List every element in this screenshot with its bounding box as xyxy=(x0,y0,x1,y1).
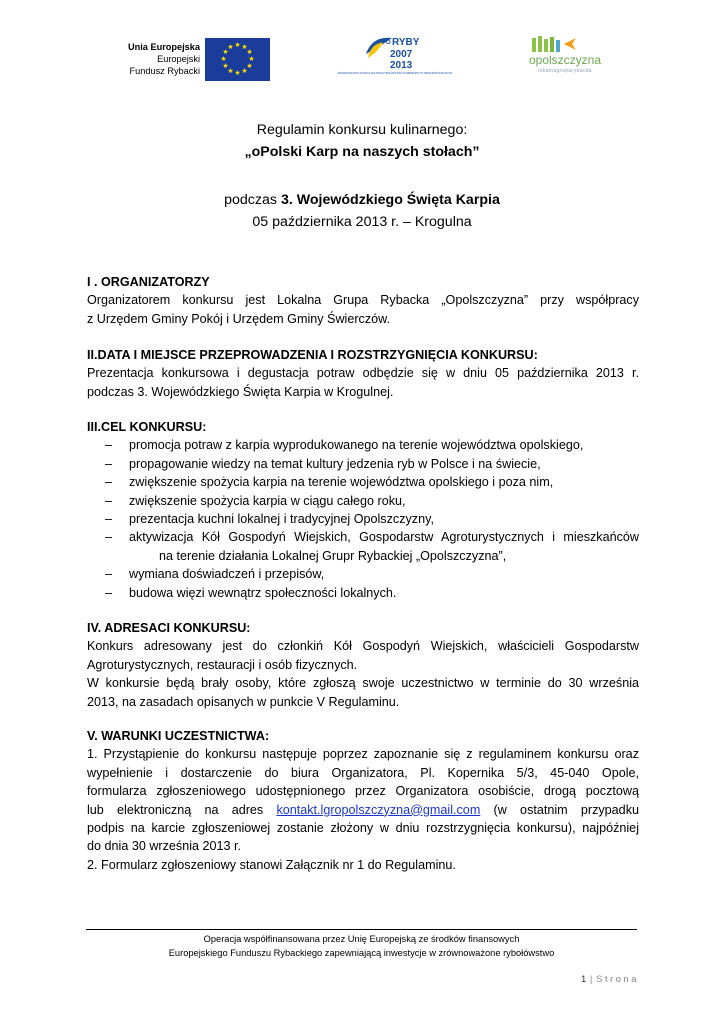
list-dash: – xyxy=(105,493,113,508)
title-line3-prefix: podczas xyxy=(224,192,281,208)
svg-text:★: ★ xyxy=(222,62,229,70)
list-item xyxy=(87,436,639,454)
opolszczyzna-name: opolszczyzna xyxy=(528,53,602,67)
page-number-label: Strona xyxy=(596,974,639,985)
footer-line2: Europejskiego Funduszu Rybackiego zapewniającą inwestycje w zrównoważone rybołówstwo xyxy=(168,947,555,958)
po-ryby-year-end: 2013 xyxy=(390,60,413,71)
section-conditions-line7: 2. Formularz zgłoszeniowy stanowi Załącznik nr 1 do Regulaminu. xyxy=(87,857,456,872)
goals-list xyxy=(87,436,639,602)
opolszczyzna-fish-icon xyxy=(532,36,576,52)
svg-text:★: ★ xyxy=(220,55,227,63)
section-organizers-line2: z Urzędem Gminy Pokój i Urzędem Gminy Świerczów. xyxy=(87,311,391,326)
po-ryby-brand: RYBY xyxy=(392,37,420,48)
svg-text:★: ★ xyxy=(241,67,248,75)
title-line3-bold: 3. Wojewódzkiego Święta Karpia xyxy=(280,192,500,208)
section-conditions-line4 xyxy=(87,801,639,819)
list-item xyxy=(87,510,639,528)
section-goals-heading: III.CEL KONKURSU: xyxy=(87,420,207,434)
footer-divider xyxy=(86,929,637,930)
po-ryby-prefix: PO xyxy=(382,40,391,46)
footer-line1: Operacja współfinansowana przez Unię Europejską ze środków finansowych xyxy=(203,934,520,944)
eu-flag-icon xyxy=(205,38,270,81)
section-conditions xyxy=(87,727,639,874)
section-addressees-line2: Agroturystycznych, restauracji i osób fizycznych. xyxy=(87,657,358,672)
section-organizers xyxy=(87,273,639,328)
list-dash: – xyxy=(105,585,113,600)
svg-text:★: ★ xyxy=(234,69,241,77)
list-dash: – xyxy=(105,512,113,527)
eu-logo-line3: Fundusz Rybacki xyxy=(129,66,200,76)
title-line4: 05 października 2013 r. – Krogulna xyxy=(252,214,472,230)
section-conditions-line3: formularza zgłoszeniowego udostępnionego przez Organizatora osobiście, drogą pocztową xyxy=(87,784,639,799)
section-conditions-line1: 1. Przystąpienie do konkursu następuje poprzez zapoznanie się z regulaminem konkursu oraz xyxy=(87,747,639,762)
page-number-value: 1 xyxy=(580,974,587,985)
list-item-text: zwiększenie spożycia karpia na terenie województwa opolskiego i poza nim, xyxy=(129,475,554,490)
title-line1: Regulamin konkursu kulinarnego: xyxy=(256,122,468,138)
section-conditions-heading: V. WARUNKI UCZESTNICTWA: xyxy=(87,729,270,743)
svg-text:★: ★ xyxy=(248,55,255,63)
title-line2: „oPolski Karp na naszych stołach” xyxy=(244,144,480,160)
list-item-text: promocja potraw z karpia wyprodukowanego na terenie województwa opolskiego, xyxy=(129,438,584,453)
section-addressees-heading: IV. ADRESACI KONKURSU: xyxy=(87,621,251,635)
section-conditions-line6: do dnia 30 września 2013 r. xyxy=(87,839,242,854)
svg-text:★: ★ xyxy=(227,67,234,75)
eu-logo-text xyxy=(128,41,200,77)
list-item xyxy=(87,473,639,491)
po-ryby-tagline: ZRÓWNOWAŻONY ROZWÓJ SEKTORA RYBOŁÓWSTWA I NADBRZEŻNYCH OBSZARÓW RYBACKICH xyxy=(337,72,453,75)
footer xyxy=(86,933,637,960)
page-number xyxy=(560,974,639,985)
section-addressees xyxy=(87,619,639,711)
section-date-place xyxy=(87,346,639,401)
list-dash: – xyxy=(105,475,113,490)
list-item-text: wymiana doświadczeń i przepisów, xyxy=(129,567,325,582)
eu-logo-line1: Unia Europejska xyxy=(128,42,200,52)
list-item-text: aktywizacja Kół Gospodyń Wiejskich, Gospodarstw Agroturystycznych i mieszkańców xyxy=(129,530,639,545)
section-addressees-line1: Konkurs adresowany jest do członkiń Kół Gospodyń Wiejskich, właścicieli Gospodarstw xyxy=(87,639,639,654)
svg-text:★: ★ xyxy=(222,48,229,56)
po-ryby-year-start: 2007 xyxy=(390,49,413,60)
list-dash: – xyxy=(105,438,113,453)
section-conditions-line4-start: lub elektroniczną na adres xyxy=(87,802,264,817)
po-ryby-logo xyxy=(337,32,453,82)
section-addressees-line3: W konkursie będą brały osoby, które zgłoszą swoje uczestnictwo w terminie do 30 września xyxy=(87,676,639,691)
section-organizers-heading: I . ORGANIZATORZY xyxy=(87,275,210,289)
section-organizers-line1: Organizatorem konkursu jest Lokalna Grupa Rybacka „Opolszczyzna” przy współpracy xyxy=(87,293,639,308)
eu-logo-line2: Europejski xyxy=(157,54,200,64)
list-item-continuation: na terenie działania Lokalnej Grupr Rybackiej „Opolszczyzna”, xyxy=(159,548,507,563)
list-item xyxy=(87,565,639,583)
section-goals xyxy=(87,418,639,602)
section-conditions-line5: podpis na karcie zgłoszeniowej zostanie złożony w dniu rozstrzygnięcia konkursu), najpóźniej xyxy=(87,821,639,836)
list-item xyxy=(87,492,639,510)
list-dash: – xyxy=(105,530,113,545)
title-line3 xyxy=(0,190,724,210)
svg-text:★: ★ xyxy=(234,41,241,49)
list-item xyxy=(87,584,639,602)
list-item-text: propagowanie wiedzy na temat kultury jedzenia ryb w Polsce i na świecie, xyxy=(129,456,541,471)
section-date-place-heading: II.DATA I MIEJSCE PRZEPROWADZENIA I ROZSTRZYGNIĘCIA KONKURSU: xyxy=(87,348,538,362)
section-addressees-line4: 2013, na zasadach opisanych w punkcie V Regulaminu. xyxy=(87,694,400,709)
section-date-place-line2: podczas 3. Wojewódzkiego Święta Karpia w Krogulnej. xyxy=(87,384,394,399)
list-dash: – xyxy=(105,456,113,471)
svg-text:★: ★ xyxy=(246,62,253,70)
section-date-place-line1: Prezentacja konkursowa i degustacja potraw odbędzie się w dniu 05 października 2013 r. xyxy=(87,366,639,381)
svg-text:★: ★ xyxy=(241,43,248,51)
opolszczyzna-sub: lokalnagruparybacka xyxy=(538,68,592,74)
page-number-separator: | xyxy=(589,974,593,985)
svg-text:★: ★ xyxy=(246,48,253,56)
svg-text:★: ★ xyxy=(227,43,234,51)
list-item-text: budowa więzi wewnątrz społeczności lokalnych. xyxy=(129,585,397,600)
section-conditions-line2: wypełnienie i dostarczenie do biura Organizatora, Pl. Kopernika 5/3, 45-040 Opole, xyxy=(87,765,639,780)
list-item xyxy=(87,528,639,565)
email-link[interactable]: kontakt.lgropolszczyzna@gmail.com xyxy=(276,802,481,817)
section-conditions-line4-end: (w ostatnim przypadku xyxy=(493,802,639,817)
list-item xyxy=(87,455,639,473)
list-item-text: prezentacja kuchni lokalnej i tradycyjnej Opolszczyzny, xyxy=(129,512,434,527)
list-dash: – xyxy=(105,567,113,582)
list-item-text: zwiększenie spożycia karpia w ciągu całego roku, xyxy=(129,493,406,508)
opolszczyzna-logo xyxy=(520,32,610,80)
